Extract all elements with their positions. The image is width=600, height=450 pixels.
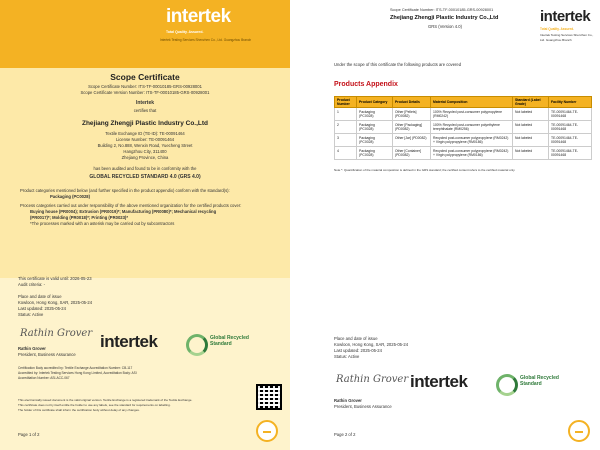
intertek-badge-icon xyxy=(256,420,278,442)
processes-line2: (PR0017)*; Molding (PR0018)*; Printing (PR0023)* xyxy=(30,215,128,220)
tagline: Total Quality. Assured. xyxy=(166,30,204,34)
audited-text: has been audited and found to be in conformity with the xyxy=(93,166,197,171)
header-band xyxy=(0,0,290,68)
cb-line3: Accreditation Number: ASI-ACC-067 xyxy=(18,376,70,380)
cb-line2: Accredited by: Intertek Testing Services Hong Kong Limited, Accreditation Body: ASI xyxy=(18,371,137,375)
company-name-p2: Zhejiang Zhengji Plastic Industry Co.,Ltd xyxy=(390,15,499,21)
cell-details: Other [Packaging] (PD0082) xyxy=(393,121,431,134)
cell-composition: 100% Recycled post-consumer polypropylene (RM0242) xyxy=(431,108,513,121)
grs-logo-text: Global Recycled Standard xyxy=(210,335,249,347)
cell-num: 4 xyxy=(335,147,357,160)
col-standard-grade: Standard (Label Grade) xyxy=(513,97,549,108)
grs-version: GRS (Version 4.0) xyxy=(428,24,462,29)
qr-code xyxy=(256,384,282,410)
license-number: License Number: TE-00091464 xyxy=(115,137,175,142)
standard-name: GLOBAL RECYCLED STANDARD 4.0 (GRS 4.0) xyxy=(89,174,201,180)
certificate-page-1 xyxy=(0,0,290,450)
intertek-logo: intertek xyxy=(166,6,231,27)
processes-line1: Buying house (PR0004); Extrusion (PR0019)*; Manufacturing (PR0080)*; Mechanical recycling xyxy=(30,209,217,214)
cell-grade: Not labeled xyxy=(513,134,549,147)
intertek-badge-icon-p2 xyxy=(568,420,590,442)
col-facility-number: Facility Number xyxy=(549,97,592,108)
cb-name: Intertek xyxy=(135,100,155,106)
footer-line1: This electronically issued document is the valid original version. Textile Exchange is a registered trademark of the Textile Exchange. xyxy=(18,398,193,402)
cb-line1: Certification Body accredited by: Textile Exchange Accreditation Number: CB-117 xyxy=(18,366,133,370)
valid-until: This certificate is valid until: 2026-05-23 xyxy=(18,276,92,281)
cell-category: Packaging (PC0028) xyxy=(357,147,393,160)
intertek-logo-footer-p2: intertek xyxy=(410,372,468,391)
products-table xyxy=(334,96,592,160)
audit-criteria: Audit criteria: - xyxy=(18,282,45,287)
status: Status: Active xyxy=(18,312,44,317)
address-line2: Hangzhou City, 311400 xyxy=(123,149,167,154)
cell-facility: TE-00091464-TE-00091468 xyxy=(549,134,592,147)
page-title: Scope Certificate xyxy=(110,72,180,82)
table-header-row xyxy=(335,97,592,108)
cell-category: Packaging (PC0028) xyxy=(357,121,393,134)
signer-title: President, Business Assurance xyxy=(18,352,76,357)
cell-grade: Not labeled xyxy=(513,108,549,121)
cell-details: Other [Jar] (PD0082) xyxy=(393,134,431,147)
signature-p2: Rathin Grover xyxy=(336,374,409,385)
grs-logo-text-p2: Global Recycled Standard xyxy=(520,375,559,387)
cell-category: Packaging (PC0028) xyxy=(357,108,393,121)
footer-line3: The holder of this certificate shall inform the certification body without delay of any changes. xyxy=(18,408,140,412)
page-number-p2: Page 2 of 2 xyxy=(334,432,356,437)
table-row xyxy=(335,108,592,121)
cell-category: Packaging (PC0028) xyxy=(357,134,393,147)
company-name: Zhejiang Zhengji Plastic Industry Co.,Ltd xyxy=(81,120,209,127)
grs-logo-icon-p2 xyxy=(496,374,518,396)
page-gutter xyxy=(290,0,310,450)
certifies-text: certifies that xyxy=(133,108,157,113)
tagline-p2: Total Quality. Assured. xyxy=(540,27,575,31)
scope-note: Under the scope of this certificate the following products are covered xyxy=(334,62,462,67)
table-row xyxy=(335,134,592,147)
product-categories-intro: Product categories mentioned below (and further specified in the product appendix) conform with the standard(s): xyxy=(20,188,230,193)
te-id: Textile Exchange ID (TE-ID): TE-00091464 xyxy=(105,131,185,136)
address-line1: Building 2, No.888, Wenxin Road, Yuecheng Street xyxy=(97,143,193,148)
cell-details: Other [Container] (PD0082) xyxy=(393,147,431,160)
place-date-p2: Kowloon, Hong Kong, SAR, 2025-05-24 xyxy=(334,342,409,347)
last-updated: Last updated: 2025-05-24 xyxy=(18,306,66,311)
cell-facility: TE-00091464-TE-00091468 xyxy=(549,121,592,134)
footer-line2: This certificate does not by itself entitle the holder to use any labels, see the standard for requirements on labelling. xyxy=(18,403,171,407)
cell-details: Other [Pellets] (PD0082) xyxy=(393,108,431,121)
grs-logo-icon xyxy=(186,334,208,356)
product-category: Packaging (PC0028) xyxy=(50,194,91,199)
col-product-category: Product Category xyxy=(357,97,393,108)
scope-cert-version: Scope Certificate Version Number: ITS-TF-00010185-GRS-00928001 xyxy=(80,90,210,95)
intertek-logo-p2: intertek xyxy=(540,8,591,25)
col-product-number: Product Number xyxy=(335,97,357,108)
certificate-page-2 xyxy=(310,0,600,450)
address-line3: Zhejiang Province, China xyxy=(121,155,169,160)
place-date: Kowloon, Hong Kong, SAR, 2025-05-24 xyxy=(18,300,93,305)
page-number: Page 1 of 2 xyxy=(18,432,40,437)
signature: Rathin Grover xyxy=(20,328,93,339)
signer-name-p2: Rathin Grover xyxy=(334,398,362,403)
cell-facility: TE-00091464-TE-00091468 xyxy=(549,108,592,121)
signer-name: Rathin Grover xyxy=(18,346,46,351)
signer-title-p2: President, Business Assurance xyxy=(334,404,392,409)
intertek-logo-footer: intertek xyxy=(100,332,158,351)
status-p2: Status: Active xyxy=(334,354,360,359)
col-material-composition: Material Composition xyxy=(431,97,513,108)
table-row xyxy=(335,147,592,160)
cell-num: 3 xyxy=(335,134,357,147)
cell-facility: TE-00091464-TE-00091468 xyxy=(549,147,592,160)
header-address-p2: Intertek Testing Services Shenzhen Co., Ltd. Guangzhou Branch xyxy=(540,33,594,42)
appendix-title: Products Appendix xyxy=(334,81,398,88)
cell-num: 1 xyxy=(335,108,357,121)
processes-note: *The processes marked with an asterisk may be carried out by subcontractors xyxy=(30,221,175,226)
col-product-details: Product Details xyxy=(393,97,431,108)
table-row xyxy=(335,121,592,134)
cell-composition: 100% Recycled post-consumer polyethylene terephthalate (RM0256) xyxy=(431,121,513,134)
header-address: Intertek Testing Services Shenzhen Co., Ltd. Guangzhou Branch xyxy=(160,38,252,42)
cell-composition: Recycled post-consumer polypropylene (RM0242) + Virgin polypropylene (RM0186) xyxy=(431,147,513,160)
cell-num: 2 xyxy=(335,121,357,134)
place-date-label-p2: Place and date of issue xyxy=(334,336,378,341)
table-note: Note *: Quantification of the material composition is defined in the GRS standard; the certified content refers to the certified material only. xyxy=(334,168,516,172)
scope-cert-number-p2: Scope Certificate Number: ITS-TF-00010185-GRS-00928001 xyxy=(390,8,494,12)
cell-grade: Not labeled xyxy=(513,121,549,134)
process-intro: Process categories carried out under responsibility of the above mentioned organization for the certified products cover: xyxy=(20,203,242,208)
place-date-label: Place and date of issue xyxy=(18,294,62,299)
scope-cert-number: Scope Certificate Number: ITS-TF-00010185-GRS-00928001 xyxy=(88,84,202,89)
cell-composition: Recycled post-consumer polypropylene (RM0242) + Virgin polypropylene (RM0186) xyxy=(431,134,513,147)
cell-grade: Not labeled xyxy=(513,147,549,160)
last-updated-p2: Last updated: 2025-05-24 xyxy=(334,348,382,353)
